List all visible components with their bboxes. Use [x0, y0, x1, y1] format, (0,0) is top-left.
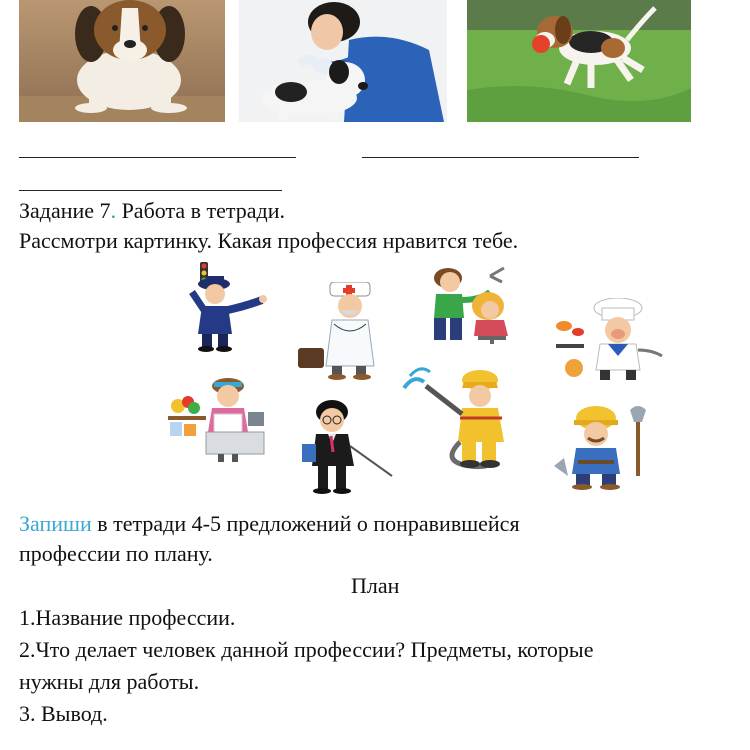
plan-title: План [351, 573, 400, 598]
plan-item-3: 3. Вывод. [19, 701, 108, 726]
answer-line-3[interactable] [19, 190, 282, 191]
doctor-icon [296, 282, 386, 382]
seller-icon [166, 376, 268, 462]
firefighter-icon [400, 362, 518, 472]
hairdresser-icon [426, 266, 522, 346]
veterinarian-with-dog-photo [239, 0, 447, 122]
task-rest: Работа в тетради. [116, 198, 285, 223]
dog-running-with-ball-photo [467, 0, 691, 122]
answer-line-2[interactable] [362, 157, 639, 158]
answer-line-1[interactable] [19, 157, 296, 158]
write-instruction-line-2: профессии по плану. [19, 541, 213, 566]
plan-item-2-line-2: нужны для работы. [19, 669, 200, 694]
plan-item-1: 1.Название профессии. [19, 605, 236, 630]
task-heading [19, 198, 285, 224]
instruction-text: Рассмотри картинку. Какая профессия нравится тебе. [19, 228, 519, 253]
write-highlight: Запиши [19, 511, 92, 536]
write-instruction-line-1 [19, 511, 520, 537]
traffic-police-officer-icon [172, 262, 268, 352]
puppy-sitting-photo [19, 0, 225, 122]
builder-icon [550, 406, 660, 490]
plan-item-2-line-1: 2.Что делает человек данной профессии? Предметы, которые [19, 637, 594, 662]
chef-icon [554, 298, 666, 384]
teacher-icon [294, 400, 394, 496]
write-rest-1: в тетради 4-5 предложений о понравившейся [91, 511, 520, 536]
task-dot: . [110, 198, 117, 223]
task-label: Задание 7 [19, 198, 111, 223]
